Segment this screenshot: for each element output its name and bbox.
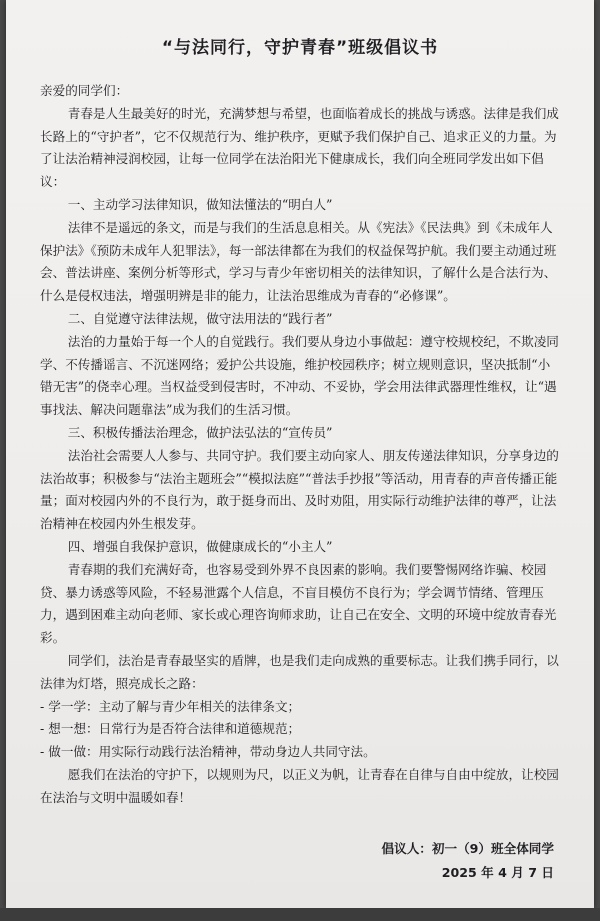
section-4-body: 青春期的我们充满好奇，也容易受到外界不良因素的影响。我们要警惕网络诈骗、校园贷、暴力诱惑等风险，不轻易泄露个人信息，不盲目模仿不良行为；学会调节情绪、管理压力，遇到困难主动向老师、家长或心理咨询师求助，让自己在安全、文明的环境中绽放青春光彩。 xyxy=(40,561,557,646)
section-2-body: 法治的力量始于每一个人的自觉践行。我们要从身边小事做起：遵守校规校纪，不欺凌同学、不传播谣言、不沉迷网络；爱护公共设施，维护校园秩序；树立规则意识，坚决抵制“小错无害”的侥幸心理。当权益受到侵害时，不冲动、不妥协，学会用法律武器理性维权，让“遇事找法、解决问题靠法”成为我们的生活习惯。 xyxy=(40,333,559,418)
section-1-body: 法律不是遥远的条文，而是与我们的生活息息相关。从《宪法》《民法典》到《未成年人保护法》《预防未成年人犯罪法》，每一部法律都在为我们的权益保驾护航。我们要主动通过班会、普法讲座、案例分析等形式，学习与青少年密切相关的法律知识，了解什么是合法行为、什么是侵权违法，增强明辨是非的能力，让法治思维成为青春的“必修课”。 xyxy=(40,219,557,304)
page-title: “与法同行，守护青春”班级倡议书 xyxy=(161,38,439,58)
background-surface xyxy=(0,908,600,921)
bullet-item-learn: - 学一学：主动了解与青少年相关的法律条文； xyxy=(40,698,301,714)
document-body xyxy=(40,80,560,810)
section-2-heading: 二、自觉遵守法律法规，做守法用法的“践行者” xyxy=(67,310,333,326)
final-paragraph: 愿我们在法治的守护下，以规则为尺，以正义为帆，让青春在自律与自由中绽放，让校园在法治与文明中温暖如春！ xyxy=(40,766,559,805)
section-4-heading: 四、增强自我保护意识，做健康成长的“小主人” xyxy=(67,538,333,554)
closing-paragraph: 同学们，法治是青春最坚实的盾牌，也是我们走向成熟的重要标志。让我们携手同行，以法律为灯塔，照亮成长之路： xyxy=(40,652,559,691)
signature-block xyxy=(382,837,554,885)
greeting: 亲爱的同学们： xyxy=(40,83,129,98)
document-sheet xyxy=(6,0,594,908)
bullet-item-think: - 想一想：日常行为是否符合法律和道德规范； xyxy=(40,721,301,737)
intro-paragraph: 青春是人生最美好的时光，充满梦想与希望，也面临着成长的挑战与诱惑。法律是我们成长路上的“守护者”，它不仅规范行为、维护秩序，更赋予我们保护自己、追求正义的力量。为了让法治精神浸润校园，让每一位同学在法治阳光下健康成长，我们向全班同学发出如下倡议： xyxy=(40,105,559,190)
signer: 倡议人：初一（9）班全体同学 xyxy=(381,841,554,856)
bullet-item-do: - 做一做：用实际行动践行法治精神，带动身边人共同守法。 xyxy=(40,744,376,760)
date: 2025 年 4 月 7 日 xyxy=(441,865,554,880)
section-3-heading: 三、积极传播法治理念，做护法弘法的“宣传员” xyxy=(67,424,333,440)
section-3-body: 法治社会需要人人参与、共同守护。我们要主动向家人、朋友传递法律知识，分享身边的法治故事；积极参与“法治主题班会”“模拟法庭”“普法手抄报”等活动，用青春的声音传播正能量；面对校园内外的不良行为，敢于挺身而出、及时劝阻，用实际行动维护法律的尊严，让法治精神在校园内外生根发芽。 xyxy=(40,447,559,532)
section-1-heading: 一、主动学习法律知识，做知法懂法的“明白人” xyxy=(67,196,333,212)
